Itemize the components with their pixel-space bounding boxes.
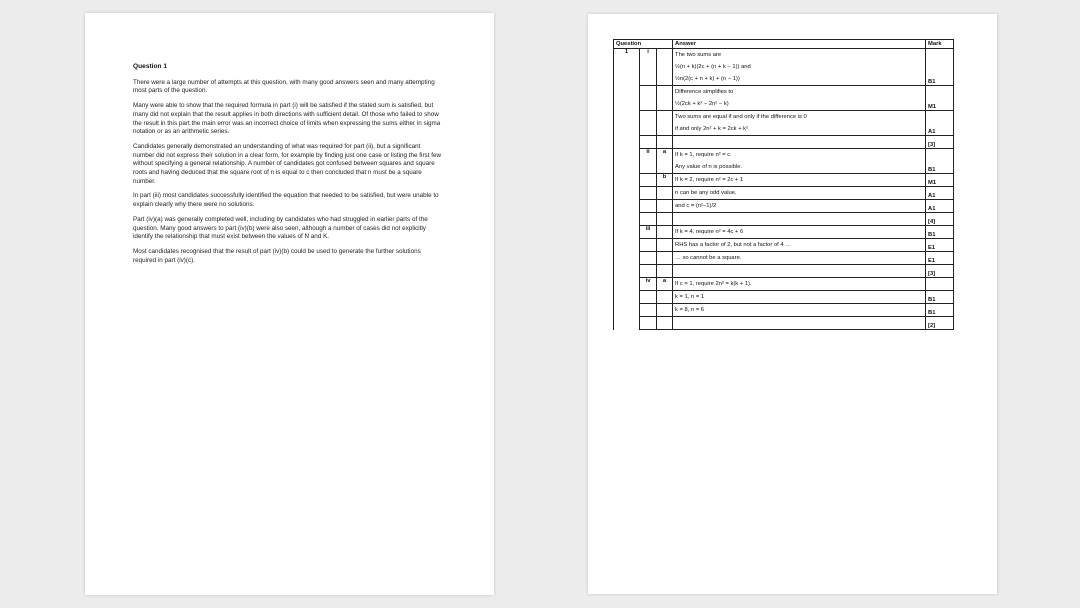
examiner-report — [133, 63, 443, 271]
subpart-cell — [657, 187, 673, 200]
question-number-cell — [614, 265, 640, 278]
answer-cell — [673, 265, 926, 278]
report-paragraph: Many were able to show that the required formula in part (i) will be satisfied if the stated sum is satisfied, but many did not explain that the result applies in both directions with sufficient detail. Of those who failed to show the result in this part the main error was an incorrect choice of limits when expressing the sums either in sigma notation or as an arithmetic series. — [133, 102, 441, 136]
answer-cell — [673, 111, 926, 136]
subpart-cell — [657, 49, 673, 86]
question-number-cell — [614, 200, 640, 213]
part-cell — [640, 86, 657, 111]
question-number-cell — [614, 278, 640, 291]
mark-cell: A1 — [926, 187, 954, 200]
question-number-cell — [614, 136, 640, 149]
question-number-cell — [614, 213, 640, 226]
question-number-cell — [614, 149, 640, 174]
mark-cell: [2] — [926, 317, 954, 330]
part-cell: iii — [640, 226, 657, 239]
subpart-cell — [657, 200, 673, 213]
answer-cell — [673, 136, 926, 149]
answer-line: ½(2ck + k² − 2n² − k) — [675, 101, 729, 107]
mark-cell: M1 — [926, 174, 954, 187]
part-cell — [640, 304, 657, 317]
table-row — [614, 174, 954, 187]
answer-line — [675, 136, 923, 148]
mark-cell: [3] — [926, 265, 954, 278]
examiner-report-page — [85, 13, 494, 595]
question-number-cell — [614, 291, 640, 304]
subpart-cell — [657, 252, 673, 265]
mark-scheme-page — [588, 14, 997, 594]
answer-cell — [673, 291, 926, 304]
table-row — [614, 149, 954, 174]
subpart-cell — [657, 86, 673, 111]
part-cell — [640, 291, 657, 304]
table-header-row — [614, 40, 954, 49]
table-row — [614, 200, 954, 213]
answer-line: k = 1, n = 1 — [675, 294, 705, 300]
answer-line: k = 8, n = 6 — [675, 307, 705, 313]
answer-cell — [673, 174, 926, 187]
answer-cell — [673, 200, 926, 213]
table-row — [614, 265, 954, 278]
part-cell — [640, 252, 657, 265]
answer-line: RHS has a factor of 2, but not a factor of 4 … — [675, 242, 792, 248]
subpart-cell — [657, 291, 673, 304]
answer-line: The two sums are — [675, 52, 722, 58]
mark-cell: A1 — [926, 111, 954, 136]
subpart-cell — [657, 265, 673, 278]
answer-cell — [673, 317, 926, 330]
question-number-cell: 1 — [614, 49, 640, 86]
question-number-cell — [614, 252, 640, 265]
report-paragraph: In part (iii) most candidates successfully identified the equation that needed to be satisfied, but were unable to explain clearly why there were no solutions. — [133, 192, 439, 209]
answer-cell — [673, 49, 926, 86]
answer-cell — [673, 239, 926, 252]
mark-cell: B1 — [926, 291, 954, 304]
table-row — [614, 111, 954, 136]
part-cell: i — [640, 49, 657, 86]
table-row — [614, 136, 954, 149]
subpart-cell — [657, 213, 673, 226]
answer-line: If k = 4, require n² = 4c + 6 — [675, 229, 744, 235]
subpart-cell: a — [657, 278, 673, 291]
mark-cell — [926, 278, 954, 291]
part-cell — [640, 111, 657, 136]
question-number-cell — [614, 239, 640, 252]
part-cell — [640, 136, 657, 149]
question-number-cell — [614, 86, 640, 111]
table-row — [614, 213, 954, 226]
part-cell — [640, 187, 657, 200]
answer-line — [675, 317, 923, 329]
part-cell — [640, 174, 657, 187]
subpart-cell — [657, 304, 673, 317]
mark-cell: B1 — [926, 226, 954, 239]
table-row — [614, 278, 954, 291]
part-cell: iv — [640, 278, 657, 291]
part-cell — [640, 265, 657, 278]
part-cell — [640, 239, 657, 252]
table-row — [614, 304, 954, 317]
subpart-cell — [657, 239, 673, 252]
subpart-cell — [657, 226, 673, 239]
question-number-cell — [614, 187, 640, 200]
table-row — [614, 239, 954, 252]
question-number-cell — [614, 226, 640, 239]
table-row — [614, 49, 954, 86]
answer-cell — [673, 304, 926, 317]
mark-cell: B1 — [926, 304, 954, 317]
answer-cell — [673, 278, 926, 291]
answer-cell — [673, 149, 926, 174]
answer-header: Answer — [673, 40, 926, 49]
answer-cell — [673, 226, 926, 239]
question-number-cell — [614, 304, 640, 317]
subpart-cell: b — [657, 174, 673, 187]
answer-cell — [673, 213, 926, 226]
subpart-cell: a — [657, 149, 673, 174]
mark-cell: [3] — [926, 136, 954, 149]
answer-cell — [673, 252, 926, 265]
answer-line: Difference simplifies to — [675, 89, 734, 95]
answer-line: If k = 1, require n² = c. — [675, 152, 732, 158]
table-row — [614, 86, 954, 111]
table-row — [614, 317, 954, 330]
question-number-cell — [614, 174, 640, 187]
question-number-cell — [614, 111, 640, 136]
subpart-cell — [657, 111, 673, 136]
subpart-cell — [657, 317, 673, 330]
part-cell: ii — [640, 149, 657, 174]
report-paragraph: Candidates generally demonstrated an understanding of what was required for part (ii), but a significant number did not express their solution in a clear form, for example by finding just one case or listing the first few without specifying a general relationship. A number of candidates got confused between squares and square roots and having deduced that the square root of n is equal to c then concluded that n must be a square number. — [133, 142, 441, 185]
table-row — [614, 252, 954, 265]
mark-cell: A1 — [926, 200, 954, 213]
answer-line: Any value of n is possible. — [675, 164, 743, 170]
answer-line: If c = 1, require 2n² = k(k + 1). — [675, 281, 752, 287]
report-paragraph: There were a large number of attempts at this question, with many good answers seen and many attempting most parts of the question. — [133, 78, 435, 95]
mark-cell: B1 — [926, 49, 954, 86]
report-paragraph: Part (iv)(a) was generally completed well, including by candidates who had struggled in earlier parts of the question. Many good answers to part (iv)(b) were also seen, although a number of cases did not explicitly identify the relationship that must exist between the values of N and K. — [133, 215, 428, 241]
report-paragraph: Most candidates recognised that the result of part (iv)(b) could be used to generate the further solutions required in part (iv)(c). — [133, 247, 421, 264]
mark-cell: [4] — [926, 213, 954, 226]
answer-line: n can be any odd value, — [675, 190, 737, 196]
answer-line — [675, 213, 923, 225]
question-header: Question — [614, 40, 673, 49]
answer-line: ½(n + k)(2c + (n + k − 1)) and — [675, 64, 751, 70]
table-row — [614, 187, 954, 200]
answer-cell — [673, 187, 926, 200]
answer-line: ½n(2(c + n + k) + (n − 1)) — [675, 76, 740, 82]
mark-cell: M1 — [926, 86, 954, 111]
answer-line: if and only 2n² + k = 2ck + k² — [675, 126, 749, 132]
part-cell — [640, 317, 657, 330]
table-row — [614, 291, 954, 304]
part-cell — [640, 200, 657, 213]
part-cell — [640, 213, 657, 226]
mark-header: Mark — [926, 40, 954, 49]
question-number-cell — [614, 317, 640, 330]
answer-line — [675, 265, 923, 277]
mark-scheme-table — [613, 39, 954, 330]
answer-line: … so cannot be a square. — [675, 255, 742, 261]
answer-line: If k = 2, require n² = 2c + 1 — [675, 177, 744, 183]
answer-cell — [673, 86, 926, 111]
mark-cell: B1 — [926, 149, 954, 174]
mark-cell: E1 — [926, 239, 954, 252]
subpart-cell — [657, 136, 673, 149]
report-heading: Question 1 — [133, 63, 168, 70]
mark-cell: E1 — [926, 252, 954, 265]
table-row — [614, 226, 954, 239]
answer-line: and c = (n²−1)/2 — [675, 203, 717, 209]
answer-line: Two sums are equal if and only if the difference is 0 — [675, 114, 807, 120]
